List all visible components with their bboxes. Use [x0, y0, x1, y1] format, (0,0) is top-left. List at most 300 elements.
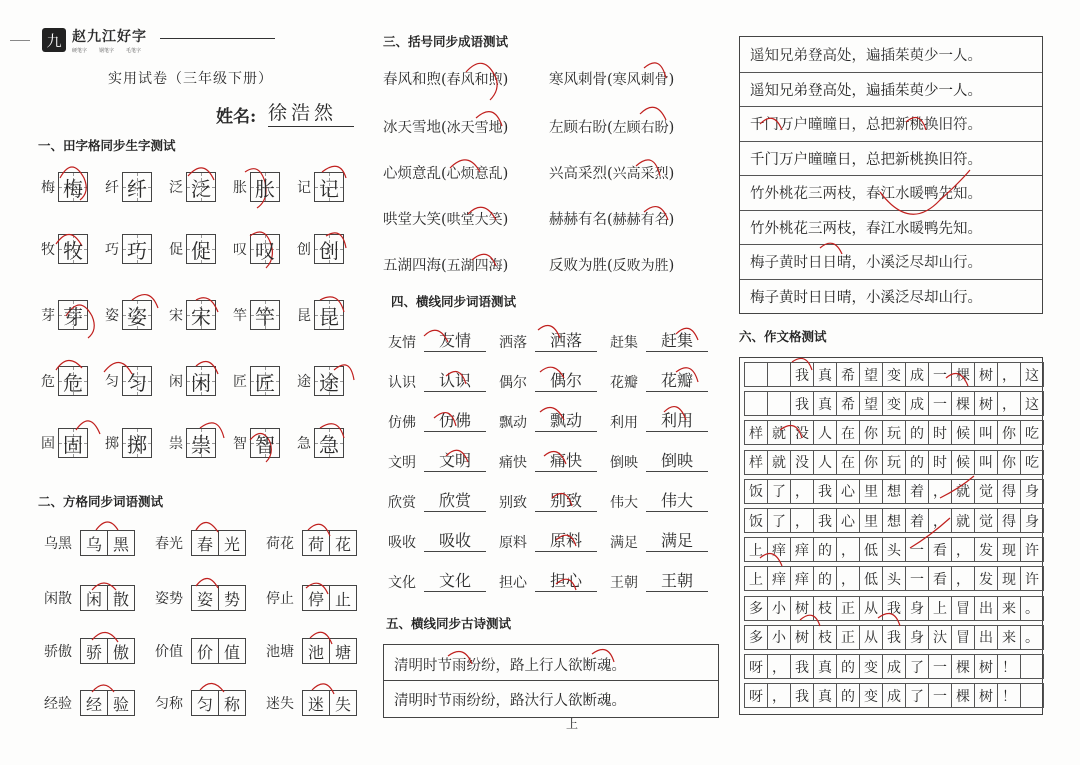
composition-cell[interactable]: 我: [790, 683, 814, 708]
written-word[interactable]: 痛快: [535, 448, 597, 472]
printed-word: 经验: [44, 696, 72, 712]
composition-cell[interactable]: 成: [882, 683, 906, 708]
written-char: 迷: [307, 694, 324, 714]
written-word[interactable]: 花瓣: [646, 368, 708, 392]
poem-correction: 上: [566, 717, 579, 731]
written-char: 掷: [127, 432, 147, 457]
open-paren: (: [607, 166, 613, 182]
grade-mark: [556, 579, 576, 590]
printed-char: 芽: [41, 308, 55, 324]
grade-mark: [538, 326, 560, 339]
grade-mark: [636, 160, 660, 176]
printed-idiom: 反败为胜: [549, 258, 607, 274]
printed-char: 智: [233, 436, 247, 452]
written-char: 骄: [85, 642, 102, 662]
written-char: 匀: [196, 694, 213, 714]
written-word[interactable]: 友情: [424, 328, 486, 352]
printed-char: 泛: [169, 180, 183, 196]
composition-cell: 玩: [882, 420, 906, 445]
composition-cell: 看: [928, 537, 952, 562]
written-word[interactable]: 利用: [646, 408, 708, 432]
composition-cell: 在: [836, 420, 860, 445]
printed-word: 王朝: [610, 575, 638, 591]
composition-cell: 的: [905, 420, 929, 445]
composition-cell[interactable]: 小: [767, 625, 791, 650]
written-word[interactable]: 赶集: [646, 328, 708, 352]
close-paren: ): [668, 258, 675, 274]
composition-cell[interactable]: 着: [905, 508, 929, 533]
composition-cell[interactable]: 样: [744, 450, 768, 475]
printed-word: 利用: [610, 415, 638, 431]
close-paren: ): [668, 166, 675, 182]
composition-cell: 出: [974, 596, 998, 621]
composition-cell[interactable]: 就: [951, 508, 975, 533]
composition-cell[interactable]: 变: [859, 683, 883, 708]
written-char: 失: [329, 691, 356, 715]
printed-word: 池塘: [266, 644, 294, 660]
composition-cell[interactable]: 我: [790, 391, 814, 416]
composition-cell[interactable]: 希: [836, 391, 860, 416]
written-word[interactable]: 偶尔: [535, 368, 597, 392]
printed-word: 偶尔: [499, 375, 527, 391]
composition-cell[interactable]: 头: [882, 566, 906, 591]
poem-print-line: 梅子黄时日日晴，小溪泛尽却山行。: [750, 255, 982, 271]
composition-cell[interactable]: 正: [836, 625, 860, 650]
printed-idiom: 左顾右盼: [549, 120, 607, 136]
written-char: 急: [319, 432, 339, 457]
composition-cell[interactable]: 的: [813, 566, 837, 591]
written-char: 途: [319, 370, 339, 395]
composition-cell: 你: [997, 420, 1021, 445]
section-heading-tian: 一、田字格同步生字测试: [38, 138, 176, 153]
composition-cell: ，: [951, 537, 975, 562]
composition-cell[interactable]: 得: [997, 508, 1021, 533]
composition-cell[interactable]: 人: [813, 450, 837, 475]
close-paren: ): [502, 258, 509, 274]
composition-cell[interactable]: 的: [836, 683, 860, 708]
printed-char: 掷: [105, 436, 119, 452]
printed-idiom: 寒风刺骨: [549, 72, 607, 88]
composition-cell[interactable]: 现: [997, 566, 1021, 591]
composition-cell[interactable]: 这: [1020, 391, 1044, 416]
written-word[interactable]: 伟大: [646, 488, 708, 512]
composition-cell[interactable]: 发: [974, 566, 998, 591]
composition-cell: 身: [905, 596, 929, 621]
close-paren: ): [668, 72, 675, 88]
composition-cell[interactable]: 想: [882, 508, 906, 533]
printed-word: 洒落: [499, 335, 527, 351]
composition-cell: 许: [1020, 537, 1044, 562]
composition-cell: 头: [882, 537, 906, 562]
composition-cell[interactable]: 我: [813, 508, 837, 533]
composition-cell[interactable]: 吃: [1020, 450, 1044, 475]
grade-mark: [664, 407, 686, 420]
grade-mark: [448, 652, 472, 665]
composition-cell: 的: [813, 537, 837, 562]
composition-cell[interactable]: 棵: [951, 683, 975, 708]
composition-cell[interactable]: 来: [997, 625, 1021, 650]
printed-word: 骄傲: [44, 644, 72, 660]
grade-mark: [306, 583, 328, 594]
composition-cell: 上: [744, 537, 768, 562]
written-idiom[interactable]: 反败为胜: [612, 258, 669, 274]
composition-cell[interactable]: 树: [974, 683, 998, 708]
written-char: 智: [255, 432, 275, 457]
composition-cell: 的: [836, 654, 860, 679]
grade-mark: [424, 330, 448, 342]
printed-word: 停止: [266, 591, 294, 607]
printed-word: 欣赏: [388, 495, 416, 511]
composition-cell[interactable]: 没: [790, 450, 814, 475]
open-paren: (: [441, 166, 447, 182]
composition-cell[interactable]: 望: [859, 391, 883, 416]
grade-mark: [760, 118, 782, 130]
written-char: 光: [218, 531, 245, 555]
grade-mark: [446, 450, 468, 462]
printed-word: 担心: [499, 575, 527, 591]
printed-word: 友情: [388, 335, 416, 351]
composition-cell: 一: [928, 654, 952, 679]
section-heading-composition: 六、作文格测试: [739, 329, 827, 344]
composition-cell: 得: [997, 479, 1021, 504]
composition-cell[interactable]: 变: [882, 391, 906, 416]
composition-cell[interactable]: ，: [790, 508, 814, 533]
close-paren: ): [502, 72, 509, 88]
composition-cell[interactable]: 树: [790, 625, 814, 650]
written-char: 祟: [191, 432, 211, 457]
composition-cell[interactable]: 枝: [813, 625, 837, 650]
composition-cell[interactable]: ，: [928, 508, 952, 533]
composition-cell: ，: [767, 654, 791, 679]
printed-char: 叹: [233, 242, 247, 258]
grade-mark: [760, 554, 782, 567]
composition-cell[interactable]: 出: [974, 625, 998, 650]
composition-cell[interactable]: 呀: [744, 683, 768, 708]
written-char: 势: [218, 586, 245, 610]
close-paren: ): [668, 212, 675, 228]
composition-cell[interactable]: 饭: [744, 508, 768, 533]
written-word[interactable]: 别致: [535, 488, 597, 512]
composition-cell: 发: [974, 537, 998, 562]
printed-char: 祟: [169, 436, 183, 452]
printed-char: 促: [169, 242, 183, 258]
page-title: 实用试卷（三年级下册）: [108, 71, 273, 87]
composition-cell: 我: [790, 654, 814, 679]
written-word[interactable]: 文明: [424, 448, 486, 472]
composition-cell[interactable]: ，: [951, 566, 975, 591]
printed-char: 匠: [233, 374, 247, 390]
grade-mark: [200, 683, 224, 692]
printed-idiom: 赫赫有名: [549, 212, 607, 228]
composition-cell: ，: [836, 537, 860, 562]
composition-cell[interactable]: 时: [928, 450, 952, 475]
composition-cell: 从: [859, 596, 883, 621]
grade-mark: [450, 160, 480, 172]
composition-cell: 觉: [974, 479, 998, 504]
printed-char: 竿: [233, 308, 247, 324]
written-char: 创: [319, 238, 339, 263]
composition-cell[interactable]: 一: [928, 391, 952, 416]
grade-mark: [540, 367, 564, 378]
open-paren: (: [441, 72, 447, 88]
composition-cell: 我: [882, 596, 906, 621]
printed-word: 匀称: [155, 696, 183, 712]
printed-char: 急: [297, 436, 311, 452]
printed-char: 危: [41, 374, 55, 390]
poem-print-line: 遥知兄弟登高处，遍插茱萸少一人。: [750, 48, 982, 64]
composition-cell[interactable]: 了: [905, 683, 929, 708]
grade-mark: [640, 107, 666, 120]
written-char: 昆: [319, 304, 339, 329]
composition-cell: 了: [767, 479, 791, 504]
written-char: 停: [307, 589, 324, 609]
composition-cell: 这: [1020, 362, 1044, 387]
poem-hand-line[interactable]: 梅子黄时日日晴，小溪泛尽却山行。: [750, 289, 982, 306]
grade-mark: [552, 494, 572, 507]
written-word[interactable]: 王朝: [646, 568, 708, 592]
printed-word: 迷失: [266, 696, 294, 712]
written-idiom[interactable]: 五湖四海: [446, 258, 503, 274]
written-word[interactable]: 满足: [646, 528, 708, 552]
composition-cell[interactable]: 一: [928, 683, 952, 708]
composition-cell: 上: [928, 596, 952, 621]
composition-cell[interactable]: 汏: [928, 625, 952, 650]
poem-print-line: 清明时节雨纷纷，路上行人欲断魂。: [394, 658, 626, 674]
composition-cell[interactable]: 的: [905, 450, 929, 475]
written-char: 固: [63, 432, 83, 457]
composition-cell[interactable]: 心: [836, 508, 860, 533]
written-idiom[interactable]: 心烦意乱: [446, 166, 503, 182]
composition-cell: 来: [997, 596, 1021, 621]
composition-cell[interactable]: 多: [744, 625, 768, 650]
composition-cell: 一: [905, 537, 929, 562]
composition-cell[interactable]: 从: [859, 625, 883, 650]
composition-cell[interactable]: 我: [882, 625, 906, 650]
written-char: 止: [329, 586, 356, 610]
grade-mark: [644, 207, 668, 220]
name-field[interactable]: 徐浩然: [268, 98, 354, 127]
composition-cell[interactable]: 冒: [951, 625, 975, 650]
grade-mark: [468, 207, 496, 220]
written-char: 姿: [127, 304, 147, 329]
written-char: 花: [329, 531, 356, 555]
composition-cell[interactable]: 觉: [974, 508, 998, 533]
composition-cell[interactable]: 身: [1020, 508, 1044, 533]
composition-cell: 就: [951, 479, 975, 504]
grade-mark: [544, 452, 566, 465]
composition-cell[interactable]: 候: [951, 450, 975, 475]
composition-cell: 冒: [951, 596, 975, 621]
grade-mark: [466, 63, 497, 100]
grade-mark: [434, 413, 456, 426]
poem-hand-line[interactable]: 竹外桃花三两枝，春江水暖鸭先知。: [750, 220, 982, 237]
composition-cell[interactable]: 低: [859, 566, 883, 591]
composition-cell: 就: [767, 420, 791, 445]
poem-hand-line[interactable]: 遥知兄弟登高处，遍插茱萸少一人。: [750, 82, 982, 99]
poem-hand-line[interactable]: 清明时节雨纷纷，路汏行人欲断魂。: [394, 693, 626, 709]
printed-char: 记: [297, 180, 311, 196]
composition-cell[interactable]: 了: [767, 508, 791, 533]
written-idiom[interactable]: 兴高采烈: [612, 166, 669, 182]
composition-cell[interactable]: ，: [836, 566, 860, 591]
composition-cell: ！: [997, 654, 1021, 679]
written-char: 乌: [85, 534, 102, 554]
written-char: 梅: [63, 176, 83, 201]
composition-cell: 人: [813, 420, 837, 445]
composition-cell: 变: [882, 362, 906, 387]
written-word[interactable]: 仿佛: [424, 408, 486, 432]
written-char: 宋: [191, 304, 211, 329]
composition-cell: 树: [790, 596, 814, 621]
composition-cell: 希: [836, 362, 860, 387]
composition-cell: 一: [928, 362, 952, 387]
composition-cell[interactable]: ，: [767, 683, 791, 708]
composition-cell[interactable]: 痒: [767, 566, 791, 591]
open-paren: (: [607, 120, 613, 136]
printed-word: 飘动: [499, 415, 527, 431]
printed-word: 春光: [155, 536, 183, 552]
composition-cell: 真: [813, 362, 837, 387]
written-idiom[interactable]: 左顾右盼: [612, 120, 669, 136]
composition-cell[interactable]: 身: [905, 625, 929, 650]
printed-char: 牧: [41, 242, 55, 258]
printed-idiom: 心烦意乱: [383, 166, 441, 182]
composition-cell: 着: [905, 479, 929, 504]
composition-cell: 。: [1020, 596, 1044, 621]
composition-cell[interactable]: 痒: [790, 566, 814, 591]
composition-cell: 心: [836, 479, 860, 504]
written-idiom[interactable]: 冰天雪地: [446, 120, 503, 136]
composition-cell: 棵: [951, 362, 975, 387]
composition-cell: 想: [882, 479, 906, 504]
grade-mark: [308, 524, 330, 536]
grade-mark: [820, 243, 842, 254]
composition-cell: 小: [767, 596, 791, 621]
grade-mark: [780, 426, 802, 439]
printed-word: 闲散: [44, 591, 72, 607]
written-idiom[interactable]: 春风和煦: [446, 72, 503, 88]
composition-cell: 饭: [744, 479, 768, 504]
printed-word: 痛快: [499, 455, 527, 471]
composition-cell[interactable]: 。: [1020, 625, 1044, 650]
grade-mark: [96, 522, 118, 530]
open-paren: (: [607, 212, 613, 228]
grade-mark: [676, 368, 698, 382]
composition-cell[interactable]: 许: [1020, 566, 1044, 591]
open-paren: (: [441, 258, 447, 274]
composition-cell[interactable]: 真: [813, 683, 837, 708]
grade-mark: [878, 614, 900, 627]
printed-char: 胀: [233, 180, 247, 196]
composition-cell[interactable]: 真: [813, 391, 837, 416]
composition-cell: 真: [813, 654, 837, 679]
open-paren: (: [441, 120, 447, 136]
section-heading-idioms: 三、括号同步成语测试: [383, 34, 509, 49]
composition-cell[interactable]: ，: [997, 391, 1021, 416]
poem-hand-line[interactable]: 千门万户曈曈日，总把新桃换旧符。: [750, 151, 982, 168]
written-char: 经: [85, 694, 102, 714]
grade-mark: [556, 535, 576, 546]
written-word[interactable]: 飘动: [535, 408, 597, 432]
written-word[interactable]: 认识: [424, 368, 486, 392]
printed-idiom: 兴高采烈: [549, 166, 607, 182]
written-word[interactable]: 洒落: [535, 328, 597, 352]
printed-idiom: 哄堂大笑: [383, 212, 441, 228]
grade-mark: [540, 408, 564, 421]
grade-mark: [592, 650, 614, 663]
grade-mark: [472, 254, 496, 266]
composition-cell[interactable]: 上: [744, 566, 768, 591]
poem-print-line: 竹外桃花三两枝，春江水暖鸭先知。: [750, 186, 982, 202]
grade-mark: [92, 583, 116, 590]
grade-mark: [196, 578, 218, 588]
open-paren: (: [441, 212, 447, 228]
composition-cell[interactable]: 里: [859, 508, 883, 533]
section-heading-fang: 二、方格同步词语测试: [38, 494, 164, 509]
composition-cell[interactable]: 成: [905, 391, 929, 416]
printed-char: 闲: [169, 374, 183, 390]
composition-cell: ，: [928, 479, 952, 504]
grade-mark: [92, 685, 114, 692]
composition-cell: 了: [905, 654, 929, 679]
grade-mark: [476, 112, 502, 126]
composition-cell[interactable]: 就: [767, 450, 791, 475]
printed-word: 赶集: [610, 335, 638, 351]
written-word[interactable]: 吸收: [424, 528, 486, 552]
written-char: 散: [107, 586, 134, 610]
written-word[interactable]: 原料: [535, 528, 597, 552]
written-char: 牧: [63, 238, 83, 263]
composition-cell[interactable]: 一: [905, 566, 929, 591]
printed-word: 荷花: [266, 536, 294, 552]
poem-print-line: 千门万户曈曈日，总把新桃换旧符。: [750, 117, 982, 133]
written-word[interactable]: 担心: [535, 568, 597, 592]
written-char: 黑: [107, 531, 134, 555]
composition-cell[interactable]: 棵: [951, 391, 975, 416]
composition-cell[interactable]: 你: [859, 450, 883, 475]
written-idiom[interactable]: 寒风刺骨: [612, 72, 669, 88]
written-idiom[interactable]: 哄堂大笑: [446, 212, 503, 228]
close-paren: ): [502, 212, 509, 228]
composition-cell: 里: [859, 479, 883, 504]
grade-mark: [446, 372, 466, 385]
grade-mark: [906, 118, 926, 131]
composition-cell[interactable]: 树: [974, 391, 998, 416]
grade-mark: [196, 522, 218, 532]
composition-cell: 棵: [951, 654, 975, 679]
grade-mark: [644, 63, 666, 78]
written-char: 胀: [255, 176, 275, 201]
composition-cell[interactable]: ！: [997, 683, 1021, 708]
printed-char: 途: [297, 374, 311, 390]
composition-cell: 没: [790, 420, 814, 445]
written-word[interactable]: 欣赏: [424, 488, 486, 512]
composition-cell[interactable]: 叫: [974, 450, 998, 475]
written-word[interactable]: 文化: [424, 568, 486, 592]
written-idiom[interactable]: 赫赫有名: [612, 212, 669, 228]
composition-cell: 树: [974, 362, 998, 387]
composition-cell[interactable]: 玩: [882, 450, 906, 475]
brand-subtitle: 硬笔字 钢笔字 毛笔字: [72, 48, 142, 54]
composition-cell[interactable]: 在: [836, 450, 860, 475]
printed-word: 文明: [388, 455, 416, 471]
composition-cell[interactable]: 你: [997, 450, 1021, 475]
close-paren: ): [668, 120, 675, 136]
composition-cell[interactable]: 看: [928, 566, 952, 591]
written-word[interactable]: 倒映: [646, 448, 708, 472]
grade-mark: [910, 518, 950, 548]
printed-word: 满足: [610, 535, 638, 551]
